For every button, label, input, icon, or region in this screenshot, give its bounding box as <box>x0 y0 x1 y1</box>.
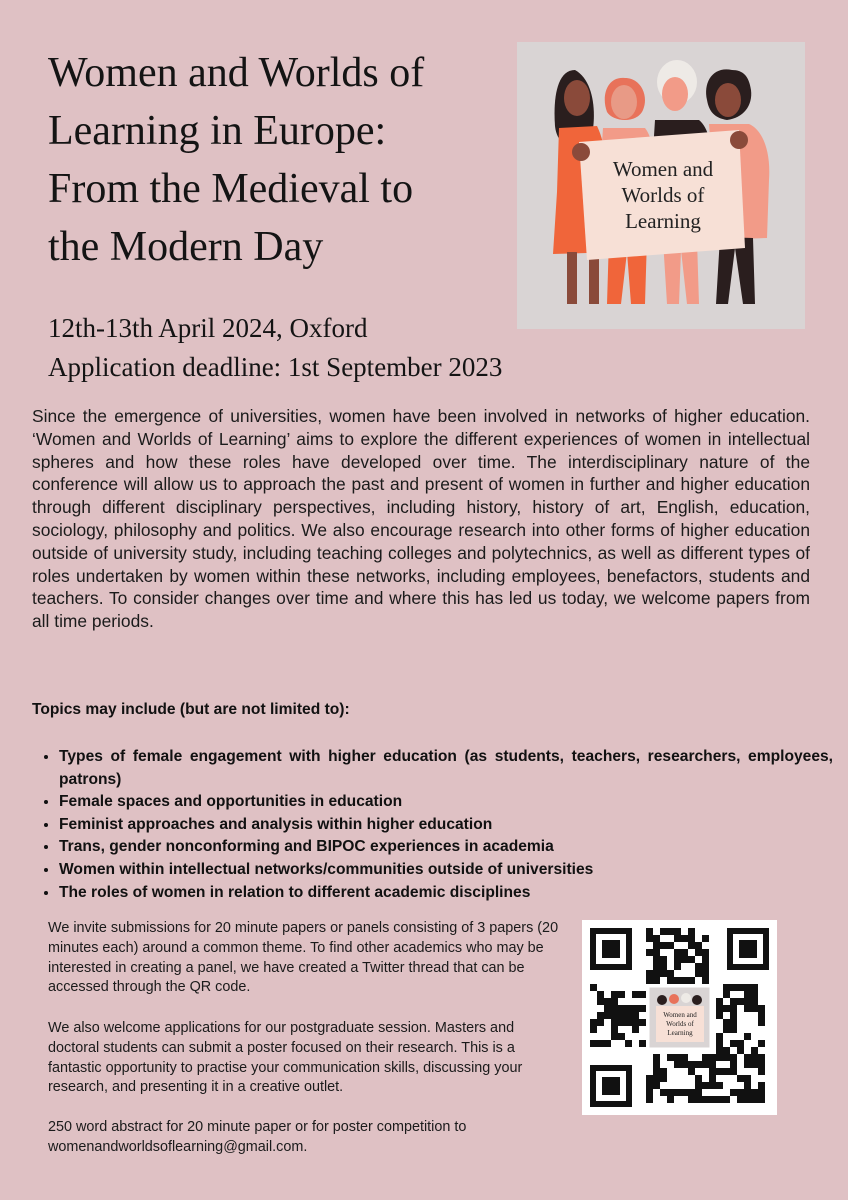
qr-module <box>751 1096 758 1103</box>
qr-module <box>681 956 688 963</box>
hero-illustration <box>517 42 805 329</box>
topic-item: • The roles of women in relation to different academic disciplines <box>59 882 833 905</box>
qr-module <box>653 1061 660 1068</box>
qr-module <box>744 1096 751 1103</box>
qr-module <box>590 1040 597 1047</box>
qr-module <box>604 1040 611 1047</box>
poster-title <box>48 44 508 276</box>
qr-module <box>653 1068 660 1075</box>
qr-module <box>716 1082 723 1089</box>
qr-module <box>688 1061 695 1068</box>
qr-module <box>730 1019 737 1026</box>
application-deadline: Application deadline: 1st September 2023 <box>48 352 503 382</box>
qr-module <box>618 1033 625 1040</box>
qr-module <box>744 998 751 1005</box>
qr-module <box>688 942 695 949</box>
qr-module <box>730 1054 737 1061</box>
qr-module <box>695 942 702 949</box>
qr-module <box>681 1061 688 1068</box>
qr-module <box>751 991 758 998</box>
qr-module <box>660 942 667 949</box>
qr-module <box>639 1005 646 1012</box>
qr-module <box>730 1005 737 1012</box>
qr-module <box>597 1012 604 1019</box>
qr-module <box>646 977 653 984</box>
qr-module <box>674 1061 681 1068</box>
qr-module <box>688 1089 695 1096</box>
qr-module <box>744 1082 751 1089</box>
qr-module <box>744 1033 751 1040</box>
qr-module <box>597 1019 604 1026</box>
qr-module <box>758 1054 765 1061</box>
qr-module <box>758 1005 765 1012</box>
qr-module <box>653 935 660 942</box>
qr-module <box>702 970 709 977</box>
qr-module <box>639 1040 646 1047</box>
qr-module <box>604 998 611 1005</box>
qr-module <box>758 1012 765 1019</box>
qr-module <box>660 1068 667 1075</box>
qr-module <box>716 1047 723 1054</box>
qr-code[interactable] <box>582 920 777 1115</box>
title-line: Learning in Europe: <box>48 108 387 154</box>
qr-module <box>646 935 653 942</box>
qr-module <box>653 942 660 949</box>
qr-module <box>702 977 709 984</box>
qr-module <box>632 1019 639 1026</box>
qr-module <box>723 1005 730 1012</box>
qr-module <box>758 1096 765 1103</box>
qr-module <box>653 1075 660 1082</box>
qr-module <box>702 1096 709 1103</box>
qr-module <box>723 1096 730 1103</box>
qr-module <box>618 1019 625 1026</box>
qr-module <box>632 1026 639 1033</box>
qr-module <box>618 1012 625 1019</box>
qr-module <box>653 1082 660 1089</box>
qr-module <box>695 1075 702 1082</box>
qr-module <box>653 949 660 956</box>
qr-module <box>723 1054 730 1061</box>
qr-module <box>653 956 660 963</box>
qr-module <box>597 998 604 1005</box>
qr-module <box>758 1089 765 1096</box>
qr-module <box>737 1075 744 1082</box>
qr-module <box>639 1019 646 1026</box>
qr-module <box>737 1040 744 1047</box>
qr-module <box>730 1040 737 1047</box>
qr-module <box>667 977 674 984</box>
qr-module <box>723 1068 730 1075</box>
qr-module <box>632 991 639 998</box>
qr-module <box>681 935 688 942</box>
qr-module <box>660 963 667 970</box>
qr-module <box>674 977 681 984</box>
qr-module <box>660 1089 667 1096</box>
qr-module <box>625 1040 632 1047</box>
qr-module <box>730 1061 737 1068</box>
qr-module <box>660 1075 667 1082</box>
qr-module <box>667 970 674 977</box>
qr-module <box>646 1089 653 1096</box>
qr-module <box>667 1096 674 1103</box>
qr-module <box>744 1075 751 1082</box>
qr-module <box>695 1089 702 1096</box>
topics-list <box>36 746 833 904</box>
qr-module <box>674 1054 681 1061</box>
qr-module <box>751 1005 758 1012</box>
qr-module <box>716 1012 723 1019</box>
qr-module <box>688 977 695 984</box>
qr-module <box>674 956 681 963</box>
qr-module <box>646 970 653 977</box>
qr-module <box>737 1089 744 1096</box>
qr-module <box>688 928 695 935</box>
title-line: the Modern Day <box>48 224 324 270</box>
qr-module <box>702 1061 709 1068</box>
qr-module <box>688 956 695 963</box>
qr-module <box>702 1082 709 1089</box>
qr-module <box>702 963 709 970</box>
qr-module <box>751 984 758 991</box>
date-location: 12th-13th April 2024, Oxford <box>48 313 368 343</box>
qr-module <box>758 1082 765 1089</box>
qr-module <box>611 998 618 1005</box>
submissions-paragraph: We invite submissions for 20 minute papers or panels consisting of 3 papers (20 minutes each) around a common theme. To find other academics who may be interested in creating a panel, we have created a Twitter thread that can be accessed through the QR code. <box>48 920 559 996</box>
qr-module <box>660 928 667 935</box>
qr-module <box>716 1040 723 1047</box>
qr-module <box>604 1012 611 1019</box>
topic-item: • Female spaces and opportunities in education <box>59 791 833 814</box>
qr-module <box>681 1054 688 1061</box>
qr-module <box>751 1061 758 1068</box>
abstract-line: 250 word abstract for 20 minute paper or for poster competition to <box>48 1119 467 1135</box>
qr-module <box>660 956 667 963</box>
qr-logo-line: Worlds of <box>666 1020 694 1028</box>
qr-module <box>709 1054 716 1061</box>
topic-item: • Women within intellectual networks/communities outside of universities <box>59 859 833 882</box>
qr-module <box>695 1061 702 1068</box>
qr-module <box>730 1012 737 1019</box>
women-holding-banner-illustration <box>517 42 805 329</box>
qr-module <box>639 991 646 998</box>
qr-module <box>674 949 681 956</box>
qr-module <box>758 1061 765 1068</box>
qr-module <box>660 970 667 977</box>
qr-module <box>737 998 744 1005</box>
qr-module <box>730 1068 737 1075</box>
qr-module <box>611 1005 618 1012</box>
qr-module <box>709 1082 716 1089</box>
qr-module <box>611 1033 618 1040</box>
qr-logo-line: Learning <box>667 1029 693 1037</box>
qr-module <box>653 970 660 977</box>
qr-module <box>744 1089 751 1096</box>
qr-module <box>744 984 751 991</box>
qr-module <box>709 1068 716 1075</box>
banner-line-3: Learning <box>625 209 701 233</box>
qr-module <box>730 1089 737 1096</box>
qr-module <box>702 956 709 963</box>
topic-item: • Feminist approaches and analysis within higher education <box>59 814 833 837</box>
qr-module <box>716 1054 723 1061</box>
qr-module <box>702 935 709 942</box>
qr-module <box>688 935 695 942</box>
qr-module <box>625 1005 632 1012</box>
qr-module <box>723 1026 730 1033</box>
qr-module <box>590 1026 597 1033</box>
qr-module <box>611 1026 618 1033</box>
qr-module <box>716 1096 723 1103</box>
qr-module <box>709 1061 716 1068</box>
qr-module <box>723 1019 730 1026</box>
title-line: Women and Worlds of <box>48 50 425 96</box>
qr-module <box>695 1096 702 1103</box>
qr-module <box>716 1005 723 1012</box>
qr-module <box>695 970 702 977</box>
qr-module <box>667 1089 674 1096</box>
qr-module <box>625 1019 632 1026</box>
qr-module <box>646 1082 653 1089</box>
qr-module <box>751 998 758 1005</box>
qr-module <box>723 991 730 998</box>
qr-module <box>751 1089 758 1096</box>
qr-module <box>653 977 660 984</box>
qr-module <box>688 1068 695 1075</box>
title-line: From the Medieval to <box>48 166 414 212</box>
qr-module <box>667 928 674 935</box>
qr-module <box>646 1096 653 1103</box>
banner-line-2: Worlds of <box>621 183 705 207</box>
qr-module <box>653 963 660 970</box>
qr-module <box>674 1089 681 1096</box>
qr-module <box>688 1096 695 1103</box>
qr-module <box>744 1005 751 1012</box>
qr-module <box>716 1068 723 1075</box>
qr-module <box>597 1040 604 1047</box>
abstract-paragraph <box>48 1118 568 1158</box>
qr-module <box>597 991 604 998</box>
topic-item: • Trans, gender nonconforming and BIPOC experiences in academia <box>59 836 833 859</box>
qr-module <box>751 1047 758 1054</box>
qr-module <box>632 1005 639 1012</box>
qr-module <box>625 1012 632 1019</box>
qr-module <box>744 1061 751 1068</box>
topics-heading: Topics may include (but are not limited to): <box>32 701 350 718</box>
qr-module <box>611 1019 618 1026</box>
qr-module <box>681 977 688 984</box>
intro-paragraph: Since the emergence of universities, women have been involved in networks of higher education. ‘Women and Worlds of Learning’ aims to explore the different experiences of women in intellectual spheres and how these roles have developed over time. The interdisciplinary nature of the conference will allow us to approach the past and present of women in further and higher education through different disciplinary perspectives, including history, history of art, English, education, sociology, philosophy and politics. We also encourage research into other forms of higher education outside of university study, including teaching colleges and polytechnics, as well as different types of roles undertaken by women within these networks, including employees, benefactors, students and teachers. To consider changes over time and where this has led us today, we welcome papers from all time periods. <box>32 406 810 632</box>
qr-module <box>702 949 709 956</box>
qr-module <box>646 949 653 956</box>
qr-module <box>758 1019 765 1026</box>
qr-code-graphic <box>582 920 777 1115</box>
qr-module <box>695 963 702 970</box>
banner-line-1: Women and <box>612 157 714 181</box>
qr-module <box>702 1054 709 1061</box>
contact-email[interactable]: womenandworldsoflearning@gmail.com. <box>48 1138 308 1155</box>
qr-module <box>590 984 597 991</box>
qr-logo-line: Women and <box>663 1011 697 1019</box>
qr-module <box>681 949 688 956</box>
qr-module <box>744 1054 751 1061</box>
qr-module <box>723 984 730 991</box>
qr-module <box>653 1054 660 1061</box>
qr-module <box>604 1005 611 1012</box>
qr-module <box>758 1068 765 1075</box>
qr-module <box>737 1096 744 1103</box>
qr-module <box>737 1047 744 1054</box>
qr-module <box>737 984 744 991</box>
postgraduate-paragraph: We also welcome applications for our postgraduate session. Masters and doctoral students can submit a poster focused on their research. This is a fantastic opportunity to practise your communication skills, discussing your research, and presenting it in a creative outlet. <box>48 1020 523 1096</box>
qr-module <box>751 1054 758 1061</box>
qr-module <box>709 1075 716 1082</box>
qr-module <box>695 949 702 956</box>
qr-module <box>695 1082 702 1089</box>
qr-module <box>618 991 625 998</box>
qr-module <box>646 1075 653 1082</box>
qr-module <box>730 984 737 991</box>
qr-module <box>674 935 681 942</box>
qr-module <box>730 1026 737 1033</box>
qr-module <box>758 1040 765 1047</box>
qr-module <box>709 1096 716 1103</box>
qr-module <box>716 1033 723 1040</box>
qr-module <box>681 1089 688 1096</box>
qr-module <box>611 1012 618 1019</box>
qr-module <box>674 963 681 970</box>
qr-module <box>611 991 618 998</box>
qr-module <box>744 991 751 998</box>
qr-module <box>730 998 737 1005</box>
qr-module <box>646 928 653 935</box>
qr-module <box>618 1005 625 1012</box>
qr-module <box>674 928 681 935</box>
qr-module <box>632 1012 639 1019</box>
qr-module <box>667 942 674 949</box>
qr-module <box>590 1019 597 1026</box>
qr-module <box>723 1047 730 1054</box>
qr-module <box>716 998 723 1005</box>
qr-module <box>667 1054 674 1061</box>
topic-item: • Types of female engagement with higher education (as students, teachers, researchers, employees, patrons) <box>59 746 833 791</box>
